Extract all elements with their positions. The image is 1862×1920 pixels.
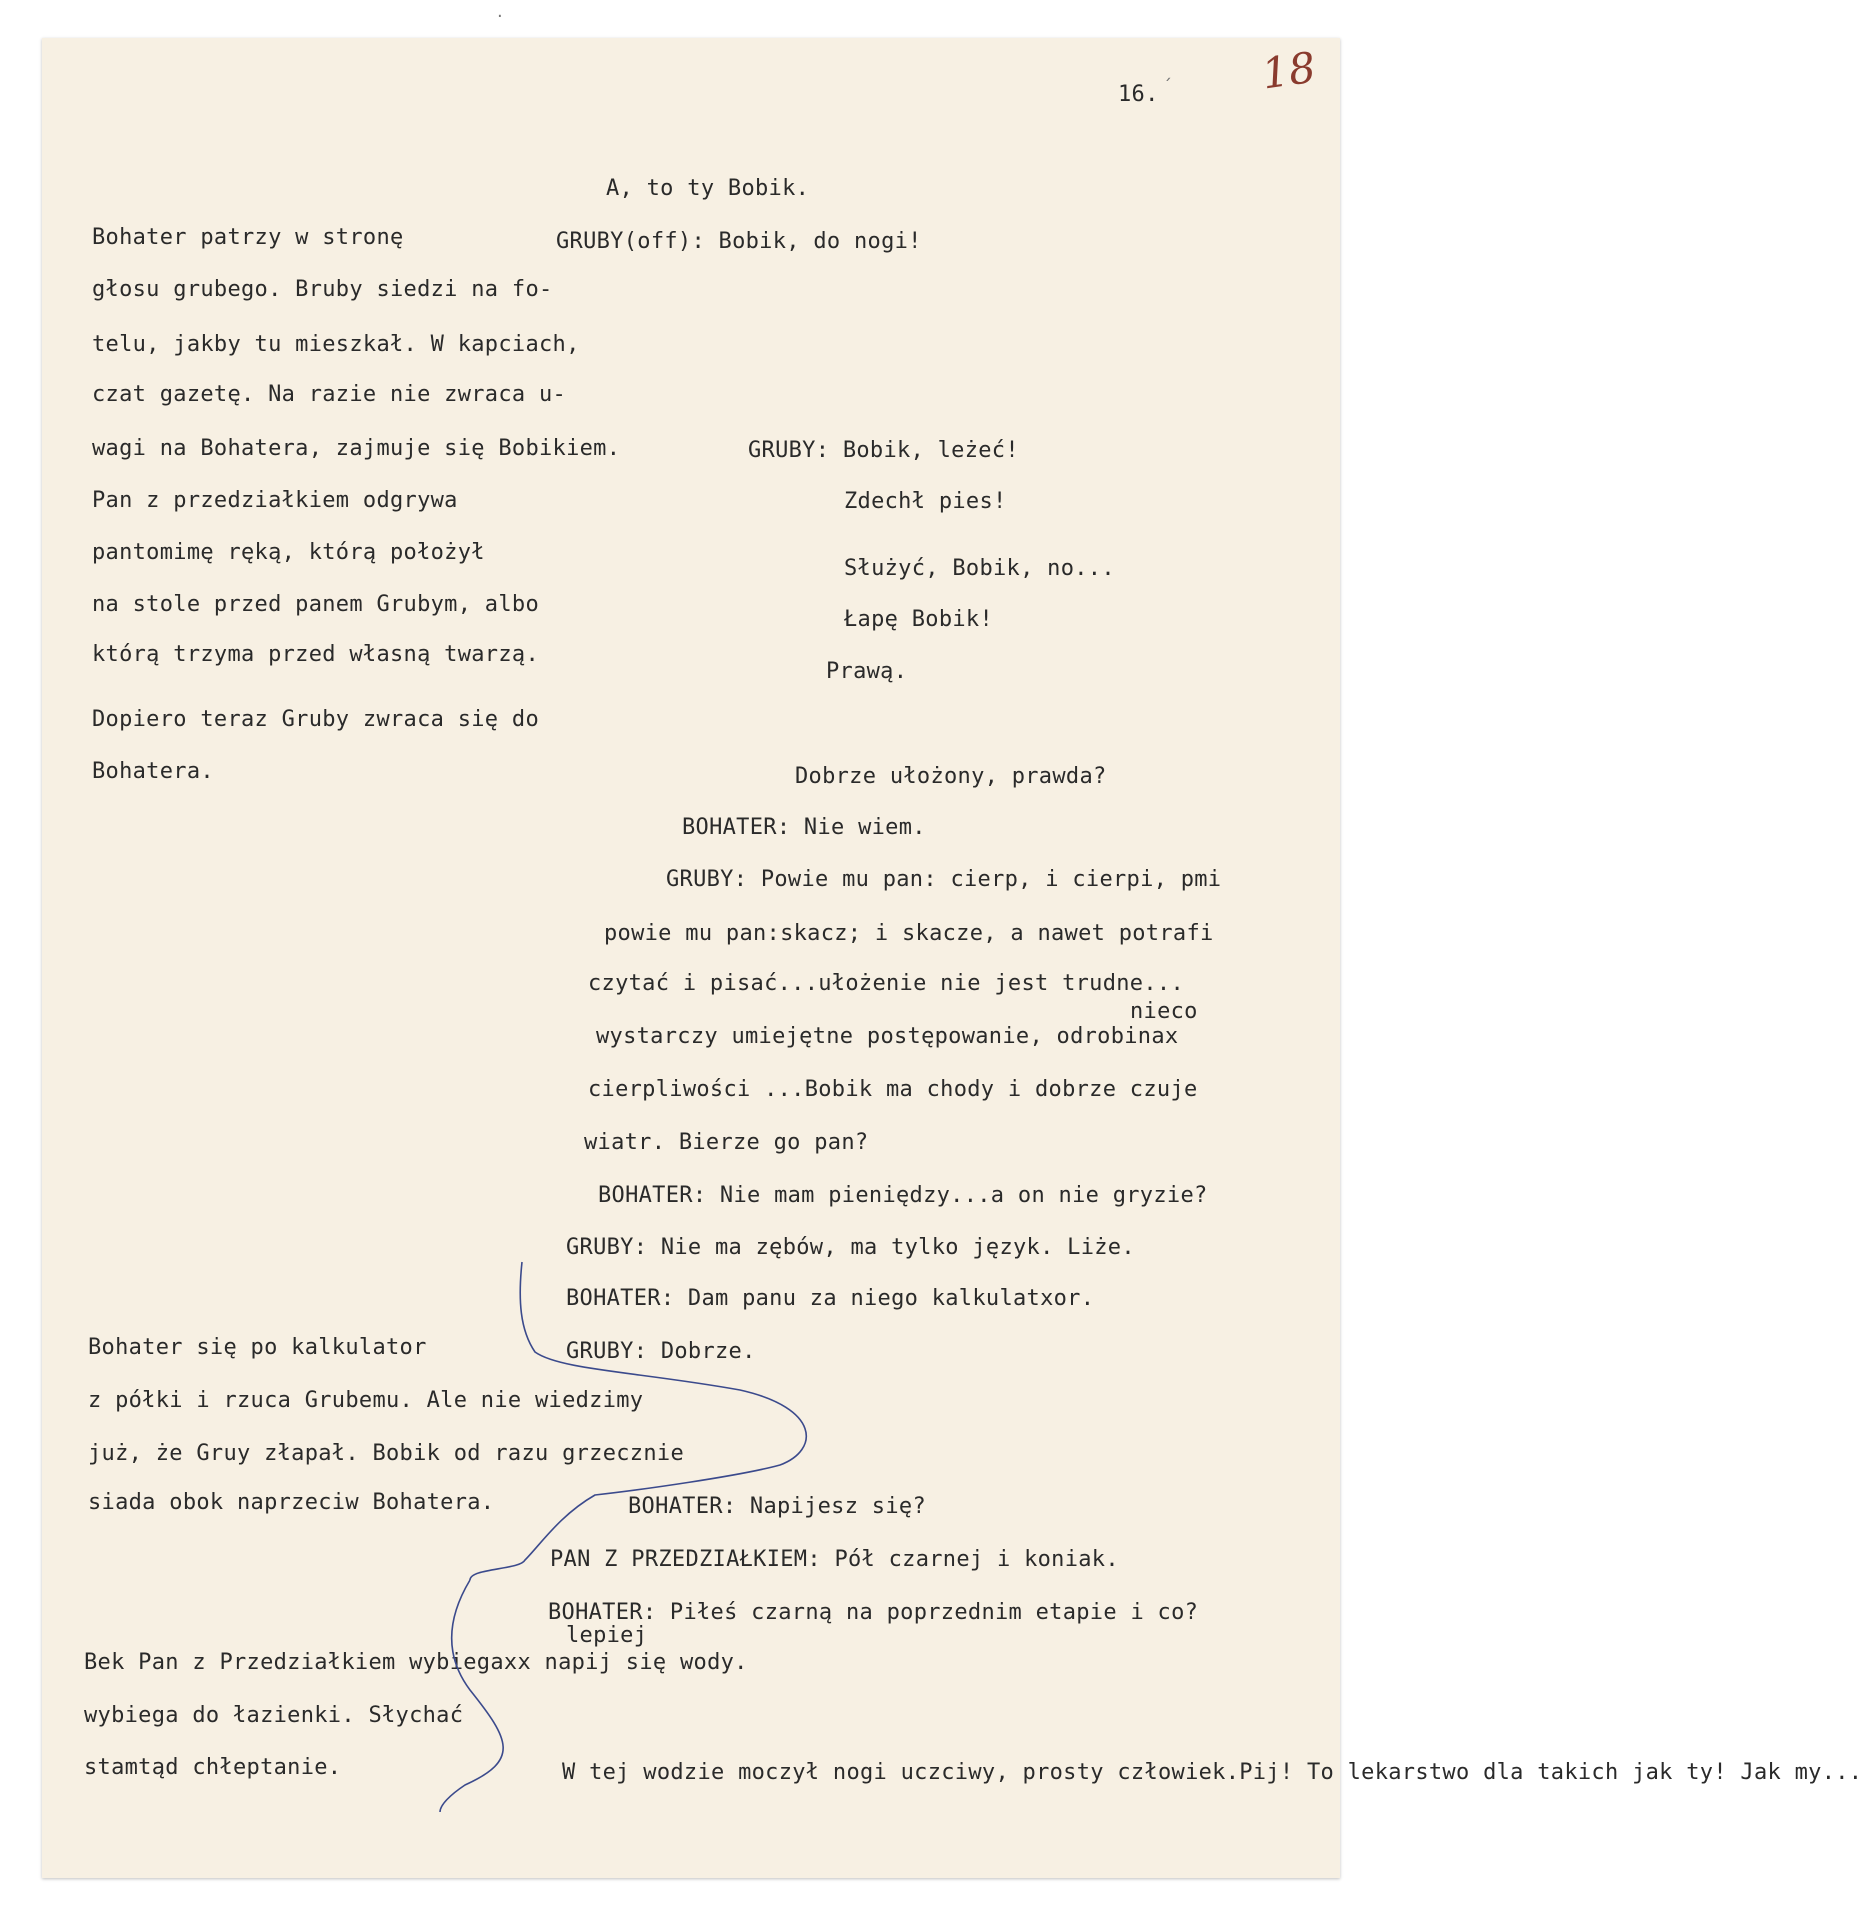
dialogue-line: Zdechł pies! [844,489,1007,514]
stage-direction-line: telu, jakby tu mieszkał. W kapciach, [92,332,580,357]
dialogue-line: PAN Z PRZEDZIAŁKIEM: Pół czarnej i koniak. [550,1547,1119,1572]
dialogue-line: powie mu pan:skacz; i skacze, a nawet potrafi [604,921,1214,946]
dialogue-line: Łapę Bobik! [844,607,993,632]
paper-tick-mark: · [497,6,503,27]
dialogue-line: W tej wodzie moczył nogi uczciwy, prosty człowiek.Pij! To lekarstwo dla takich jak ty! Jak my... [562,1760,1862,1785]
dialogue-line: GRUBY: Bobik, leżeć! [748,438,1019,463]
dialogue-line: Prawą. [826,659,908,684]
interlinear-insertion: lepiej [566,1623,648,1648]
dialogue-line: GRUBY: Nie ma zębów, ma tylko język. Liże. [566,1235,1135,1260]
stage-direction-line: pantomimę ręką, którą położył [92,540,485,565]
dialogue-line: BOHATER: Piłeś czarną na poprzednim etapie i co? [548,1600,1199,1625]
stage-direction-line: siada obok naprzeciw Bohatera. [88,1490,495,1515]
stage-direction-line: wagi na Bohatera, zajmuje się Bobikiem. [92,436,621,461]
page-tick: ´ [1163,76,1172,97]
stage-direction-line: Bohatera. [92,759,214,784]
stage-direction-line: z półki i rzuca Grubemu. Ale nie wiedzimy [88,1388,644,1413]
dialogue-line: wystarczy umiejętne postępowanie, odrobinax [596,1024,1179,1049]
dialogue-line: BOHATER: Nie mam pieniędzy...a on nie gryzie? [598,1183,1208,1208]
stage-direction-line: na stole przed panem Grubym, albo [92,592,539,617]
stage-direction-line: Pan z przedziałkiem odgrywa [92,488,458,513]
page-number: 16. [1118,82,1159,107]
stage-direction-line: stamtąd chłeptanie. [84,1755,342,1780]
dialogue-line: Służyć, Bobik, no... [844,556,1115,581]
dialogue-line: wiatr. Bierze go pan? [584,1130,869,1155]
dialogue-line: GRUBY: Powie mu pan: cierp, i cierpi, pmi [666,867,1222,892]
stage-direction-line: Dopiero teraz Gruby zwraca się do [92,707,539,732]
dialogue-line: GRUBY: Dobrze. [566,1339,756,1364]
stage-direction-line: już, że Gruy złapał. Bobik od razu grzecznie [88,1441,684,1466]
stage-direction-line: głosu grubego. Bruby siedzi na fo- [92,277,553,302]
dialogue-line: BOHATER: Napijesz się? [628,1494,926,1519]
dialogue-line: A, to ty Bobik. [606,176,810,201]
dialogue-line: cierpliwości ...Bobik ma chody i dobrze czuje [588,1077,1198,1102]
stage-direction-line: Bohater patrzy w stronę [92,225,404,250]
dialogue-line: GRUBY(off): Bobik, do nogi! [556,229,922,254]
stage-direction-line: którą trzyma przed własną twarzą. [92,642,539,667]
stage-direction-line: Bohater się po kalkulator [88,1335,427,1360]
dialogue-line: czytać i pisać...ułożenie nie jest trudne... [588,971,1184,996]
handwritten-folio-number: 18 [1258,42,1319,99]
dialogue-line: Dobrze ułożony, prawda? [795,764,1107,789]
stage-direction-line: wybiega do łazienki. Słychać [84,1703,464,1728]
mixed-line: Bek Pan z Przedziałkiem wybiegaxx napij się wody. [84,1650,748,1675]
dialogue-line: BOHATER: Dam panu za niego kalkulatxor. [566,1286,1095,1311]
interlinear-insertion: nieco [1130,999,1198,1024]
dialogue-line: BOHATER: Nie wiem. [682,815,926,840]
stage-direction-line: czat gazetę. Na razie nie zwraca u- [92,382,567,407]
